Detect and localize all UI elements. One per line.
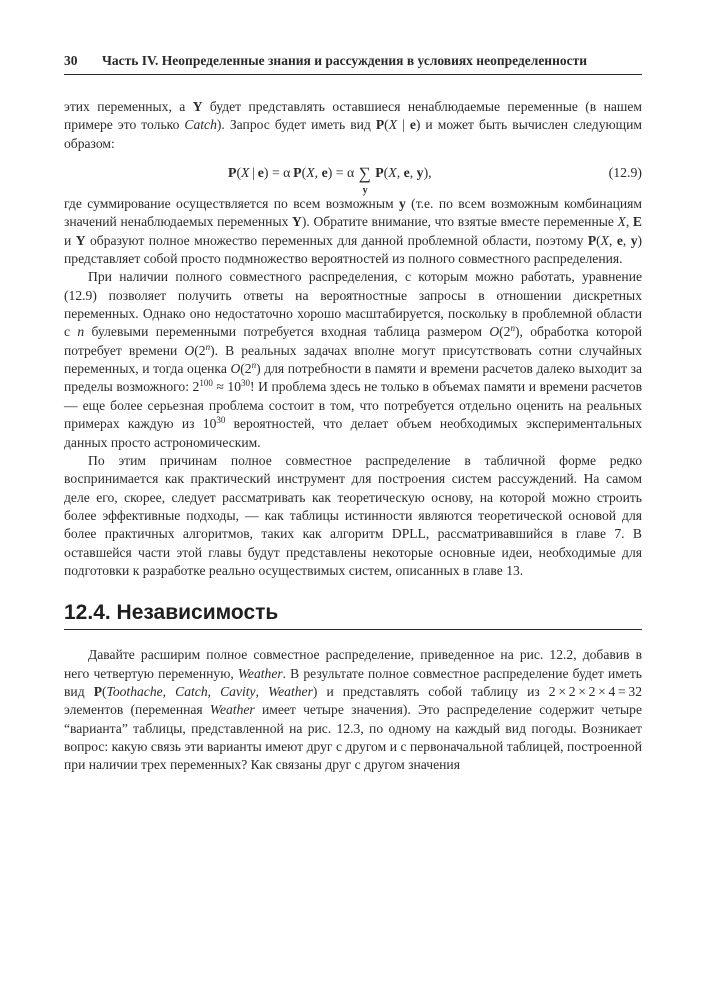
section-heading: 12.4. Независимость <box>64 600 642 630</box>
section-body <box>64 646 642 774</box>
summation-index: y <box>362 185 368 197</box>
paragraph: По этим причинам полное совместное распределение в табличной форме редко воспринимается как практический инструмент для построения систем рассуждений. На самом деле его, скорее, следует рассматривать как теоретическую основу, на которой можно строить более эффективные подходы, — как таблицы истинности являются теоретической основой для более практичных алгоритмов, таких как алгоритм DPLL, рассматривавшийся в главе 7. В оставшейся части этой главы будут представлены некоторые основные идеи, необходимые для подготовки к разработке реально осуществимых систем, описанных в главе 13. <box>64 452 642 578</box>
equation-12-9 <box>64 156 642 197</box>
paragraph: Давайте расширим полное совместное распределение, приведенное на рис. 12.2, добавив в него четвертую переменную, Weather. В результате полное совместное распределение будет иметь вид P(Toothache, Catch, Cavity, Weather) и представлять собой таблицу из 2 × 2 × 2 × 4 = 32 элементов (переменная Weather имеет четыре значения). Это распределение содержит четыре “варианта” таблицы, представленной на рис. 12.3, по одному на каждый вид погоды. Возникает вопрос: какую связь эти варианты имеют друг с другом и с первоначальной таблицей, построенной при наличии трех переменных? Как связаны друг с другом значения <box>64 647 643 773</box>
equation-expression: P(X | e) = α P(X, e) = α ∑ y P(X, e, y), <box>228 164 432 197</box>
running-header <box>64 52 642 75</box>
body-text <box>64 98 642 580</box>
paragraph: При наличии полного совместного распределения, с которым можно работать, уравнение (12.9) позволяет получить ответы на вероятностные запросы в отношении дискретных переменных. Однако оно недостаточно хорошо масштабируется, поскольку в проблемной области с n булевыми переменными потребуется входная таблица размером O(2$^n$), обработка которой потребует времени O(2$^n$). В реальных задачах вполне могут присутствовать сотни случайных переменных, и тогда оценка O(2$^n$) для потребности в памяти и времени расчетов далеко выходит за пределы возможного: $2^{100} \approx 10^{30}$! И проблема здесь не только в объемах памяти и времени расчетов — еще более серьезная проблема состоит в том, что потребуется отдельно оценить на реальных примерах каждую из $10^{30}$ вероятностей, что делает объем необходимых экспериментальных данных просто астрономическим. <box>64 269 642 450</box>
paragraph: этих переменных, а Y будет представлять оставшиеся ненаблюдаемые переменные (в нашем примере это только Catch). Запрос будет иметь вид P(X | e) и может быть вычислен следующим образом: <box>64 99 643 151</box>
page-number: 30 <box>64 53 78 68</box>
book-page <box>64 52 642 775</box>
chapter-title: Часть IV. Неопределенные знания и рассуждения в условиях неопределенности <box>102 53 588 68</box>
paragraph: где суммирование осуществляется по всем возможным y (т.е. по всем возможным комбинациям значений ненаблюдаемых переменных Y). Обратите внимание, что взятые вместе переменные X, E и Y образуют полное множество переменных для данной проблемной области, поэтому P(X, e, y) представляет собой просто подмножество вероятностей из полного совместного распределения. <box>64 196 643 267</box>
equation-number: (12.9) <box>608 165 642 181</box>
summation-symbol: ∑ y <box>358 164 371 197</box>
